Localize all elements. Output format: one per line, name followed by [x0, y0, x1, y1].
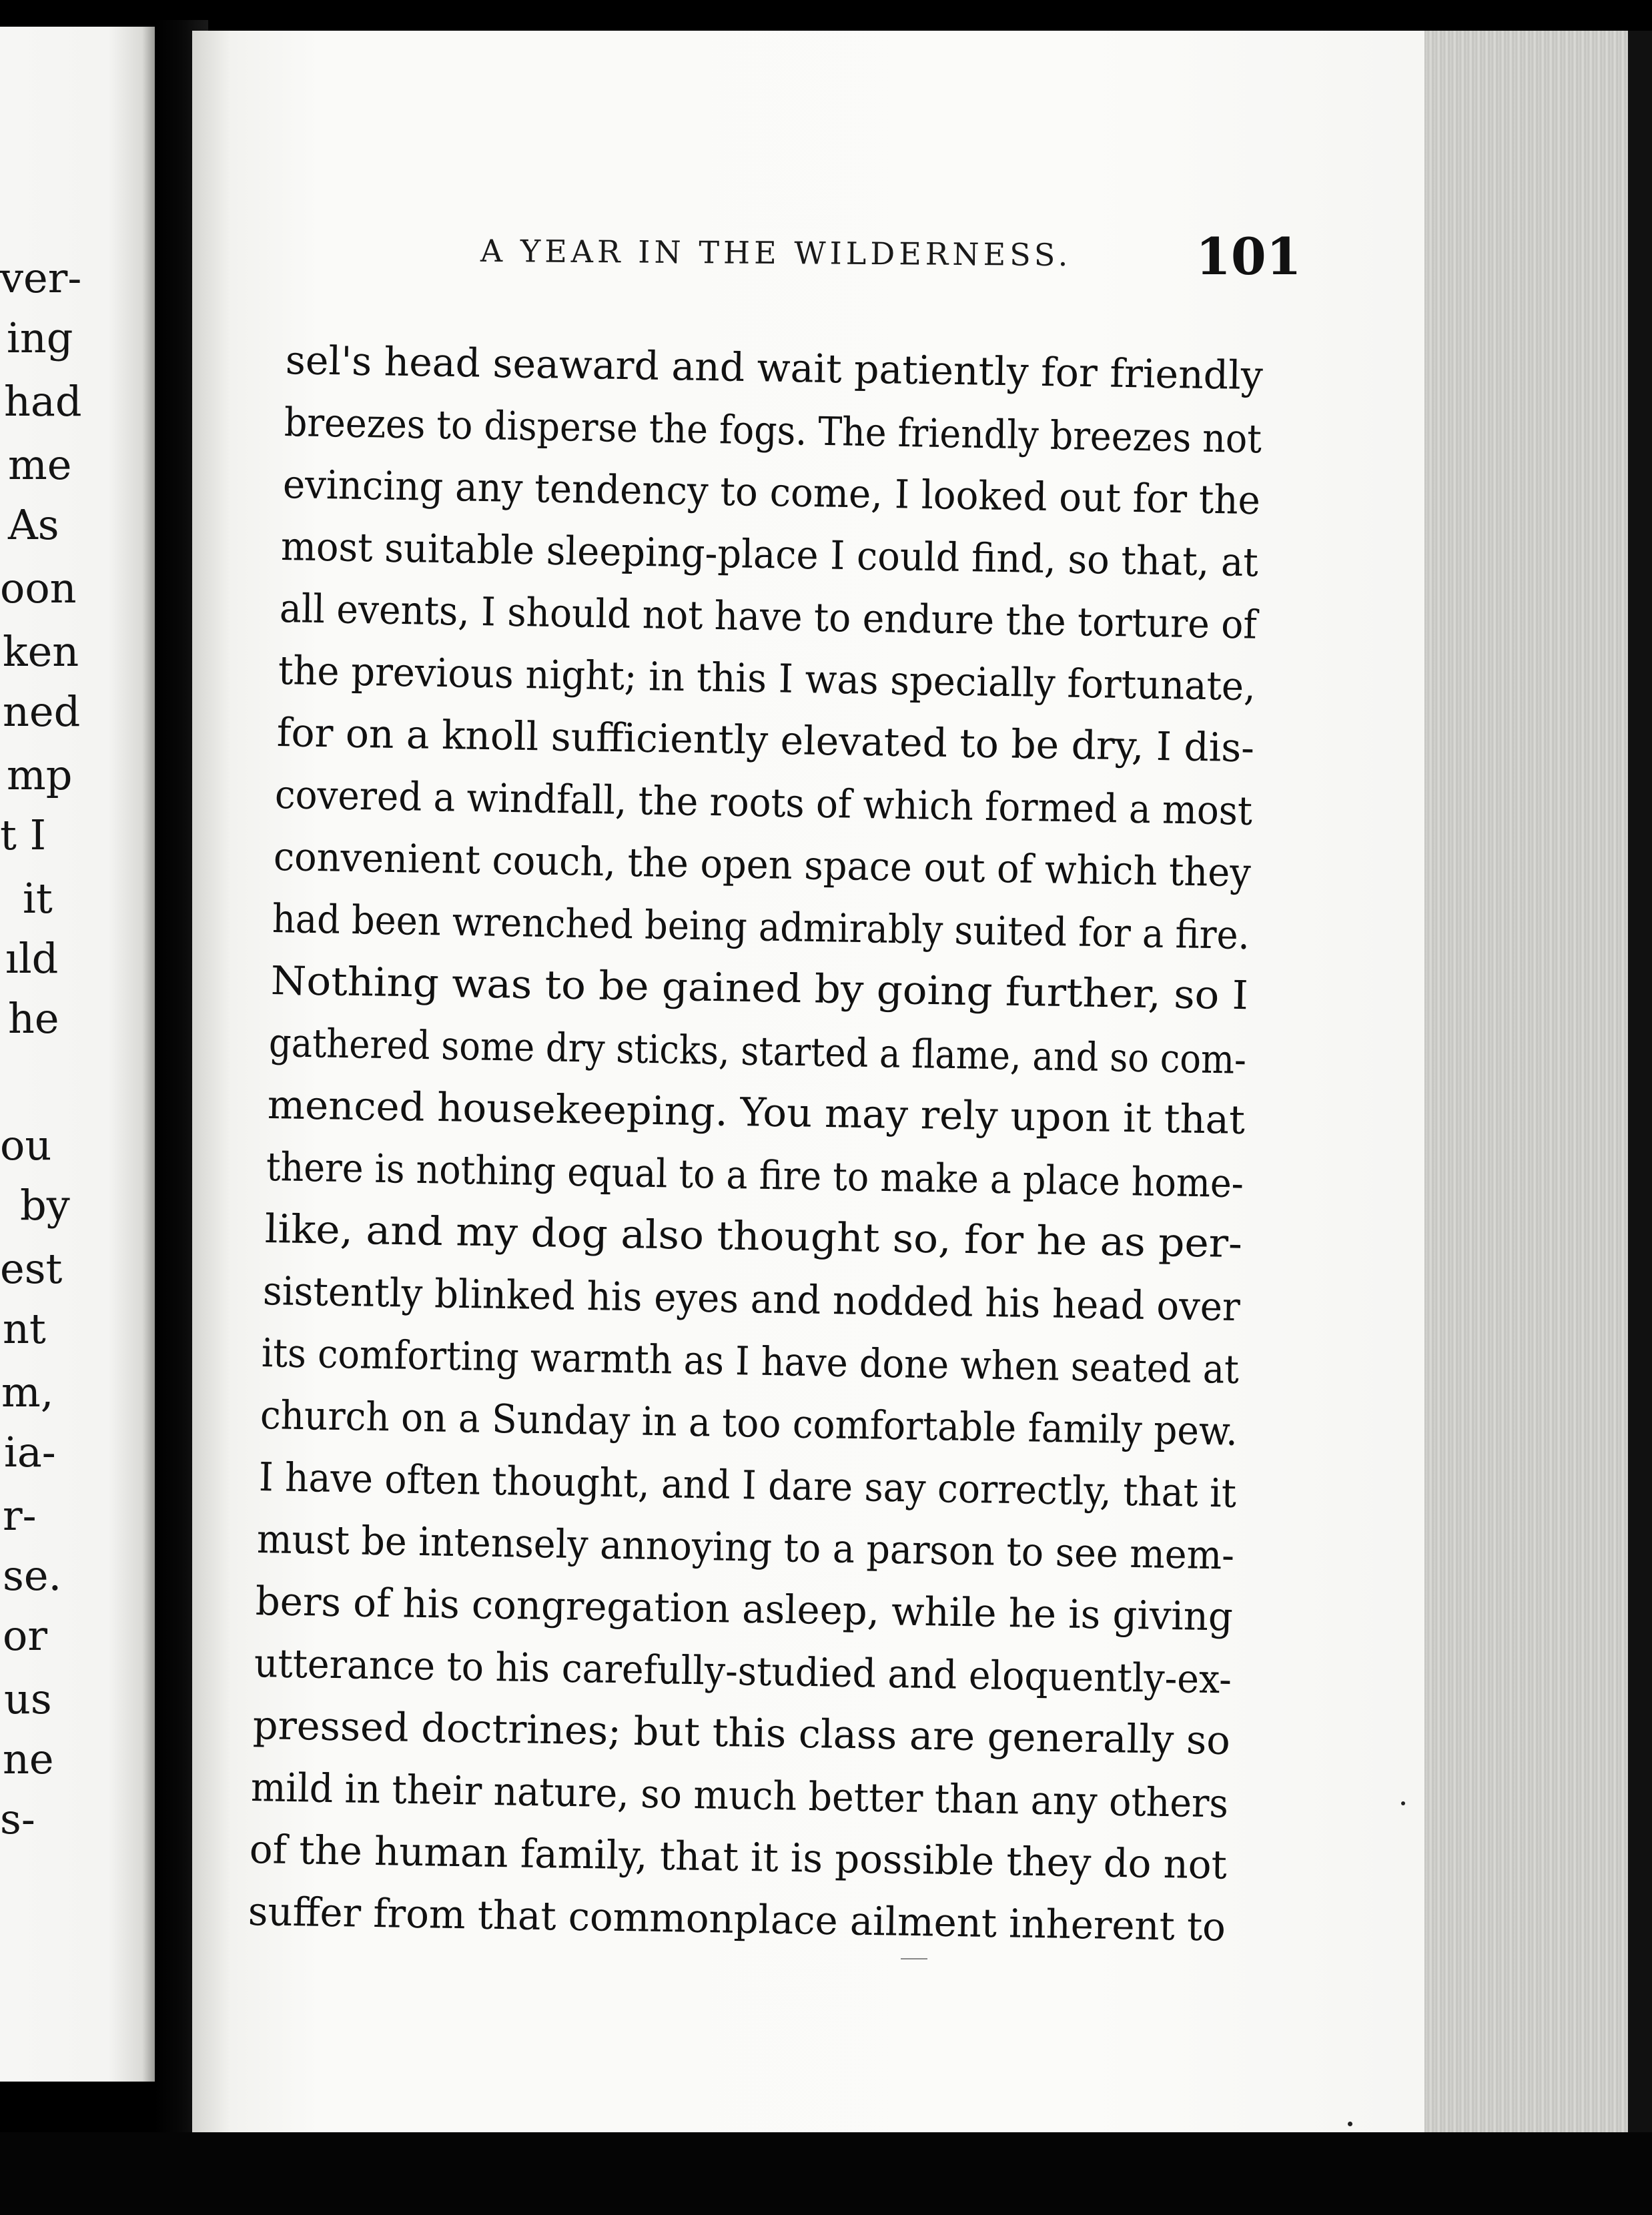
body-line: breezes to disperse the fogs. The friendly breezes not	[284, 399, 1262, 462]
left-page-fragment: ne	[3, 1735, 54, 1783]
body-line: like, and my dog also thought so, for he as per-	[264, 1206, 1242, 1267]
body-line: sel's head seaward and wait patiently for friendly	[285, 337, 1264, 399]
left-page-fragment: ver-	[0, 254, 82, 302]
page-stack-edge	[1424, 31, 1639, 2212]
body-line: mild in their nature, so much better than any others	[250, 1764, 1229, 1827]
body-line: gathered some dry sticks, started a flame, and so com-	[268, 1019, 1247, 1083]
page-number: 101	[1196, 227, 1302, 286]
dust-speck	[1401, 1801, 1405, 1805]
body-line: for on a knoll sufficiently elevated to be dry, I dis-	[276, 709, 1254, 771]
body-line: suffer from that commonplace ailment inherent to	[248, 1888, 1226, 1950]
body-line: had been wrenched being admirably suited for a fire.	[272, 895, 1250, 959]
left-page-fragment: mp	[7, 751, 73, 799]
left-page-fragment: ıld	[5, 934, 59, 983]
left-page-fragment: ken	[3, 627, 79, 676]
left-page-fragment: s-	[0, 1795, 35, 1843]
left-page-fragment: it	[23, 874, 53, 923]
left-page-fragment: nt	[3, 1304, 46, 1353]
left-page-fragment: me	[8, 440, 72, 489]
body-line: its comforting warmth as I have done when seated at	[261, 1330, 1240, 1393]
left-page-fragment: r-	[3, 1491, 37, 1540]
body-line: most suitable sleeping-place I could find, so that, at	[280, 523, 1259, 586]
left-page-fragment: by	[20, 1181, 70, 1230]
scan-bottom-border	[0, 2132, 1652, 2215]
left-page-fragment: had	[4, 377, 82, 426]
body-line: all events, I should not have to endure the torture of	[279, 585, 1258, 648]
body-line: utterance to his carefully-studied and eloquently-ex-	[254, 1640, 1232, 1703]
left-page	[0, 27, 155, 2082]
left-page-fragment: t I	[0, 811, 47, 859]
body-line: there is nothing equal to a fire to make a place home-	[266, 1144, 1244, 1207]
body-line: must be intensely annoying to a parson to see mem-	[256, 1516, 1235, 1579]
body-line: menced housekeeping. You may rely upon it that	[267, 1081, 1246, 1143]
body-line: the previous night; in this I was specially fortunate,	[278, 647, 1256, 710]
left-page-fragment: us	[4, 1675, 52, 1723]
body-line: sistently blinked his eyes and nodded his head over	[262, 1268, 1241, 1330]
body-line: pressed doctrines; but this class are generally so	[252, 1702, 1231, 1764]
body-line: of the human family, that it is possible they do not	[249, 1826, 1228, 1888]
left-page-fragment: ou	[0, 1121, 52, 1170]
body-line: bers of his congregation asleep, while he is giving	[255, 1578, 1234, 1640]
body-line: covered a windfall, the roots of which formed a most	[274, 771, 1253, 834]
left-page-fragment: se.	[3, 1551, 62, 1600]
left-page-fragment: ned	[3, 687, 81, 736]
running-head: A YEAR IN THE WILDERNESS.	[480, 232, 1072, 274]
left-page-fragment: ia-	[4, 1428, 56, 1476]
body-line: convenient couch, the open space out of which they	[273, 833, 1252, 896]
left-page-fragment: As	[8, 500, 59, 549]
dust-speck	[1348, 2122, 1352, 2126]
body-line: I have often thought, and I dare say correctly, that it	[258, 1454, 1237, 1516]
body-line: Nothing was to be gained by going further, so I	[270, 957, 1249, 1019]
body-line: evincing any tendency to come, I looked out for the	[282, 461, 1260, 524]
left-page-fragment: m,	[1, 1368, 54, 1416]
left-page-fragment: oon	[0, 564, 77, 612]
left-page-fragment: ing	[7, 314, 73, 362]
left-page-fragment: est	[0, 1244, 63, 1293]
body-line: church on a Sunday in a too comfortable family pew.	[260, 1392, 1238, 1454]
left-page-fragment: he	[8, 994, 59, 1043]
left-page-fragment: or	[3, 1611, 47, 1660]
page-stack-shadow	[1628, 31, 1652, 2212]
dust-speck	[901, 1958, 927, 1959]
